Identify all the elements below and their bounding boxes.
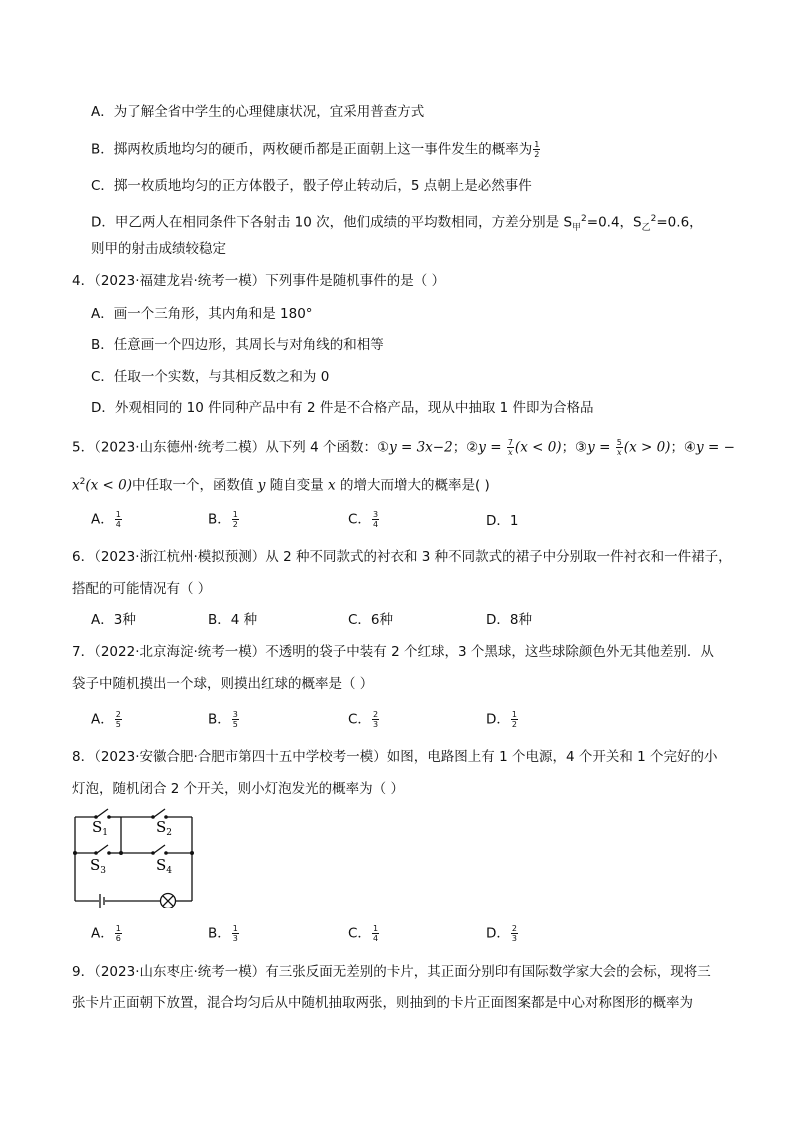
q7-option-d: D． $\frac{1}{2}$ [486,710,517,729]
q6-stem: 6．（2023·浙江杭州·模拟预测）从 2 种不同款式的衬衣和 3 种不同款式的裙子中分别取一件衬衣和一件裙子， [72,549,732,565]
q8-option-a: A． $\frac{1}{6}$ [91,924,121,943]
q3-option-d-cont: 则甲的射击成绩较稳定 [91,241,226,257]
q6-stem-cont: 搭配的可能情况有（ ） [72,581,212,597]
switch-label-s3: $S_3$ [90,856,107,876]
q9-stem: 9．（2023·山东枣庄·统考一模）有三张反面无差别的卡片，其正面分别印有国际数学家大会的会标，现将三 [72,964,711,980]
q5-stem: 5．（2023·山东德州·统考二模）从下列 4 个函数：①y = 3x−2；②y = $\frac{7}{x}$ (x < 0)；③y = $\frac{5}{x}$ (x > 0)；④y = − [72,438,735,457]
q5-stem-cont: $x^2(x < 0)$中任取一个，函数值 y 随自变量 x 的增大而增大的概率是( ) [72,477,490,494]
q4-option-a: A．画一个三角形，其内角和是 180° [91,306,313,322]
q6-option-b: B．4 种 [208,612,258,628]
q7-stem-cont: 袋子中随机摸出一个球，则摸出红球的概率是（ ） [72,676,374,692]
switch-label-s4: $S_4$ [156,856,173,876]
q3-option-c: C．掷一枚质地均匀的正方体骰子，骰子停止转动后，5 点朝上是必然事件 [91,178,532,194]
bulb-icon [161,894,176,909]
q3-option-b: B．掷两枚质地均匀的硬币，两枚硬币都是正面朝上这一事件发生的概率为 $\frac{1}{2}$ [91,140,540,159]
q8-stem-cont: 灯泡，随机闭合 2 个开关，则小灯泡发光的概率为（ ） [72,781,404,797]
q6-option-d: D．8种 [486,612,532,628]
circuit-diagram [70,806,200,908]
q4-option-b: B．任意画一个四边形，其周长与对角线的和相等 [91,337,384,353]
q7-stem: 7．（2022·北京海淀·统考一模）不透明的袋子中装有 2 个红球，3 个黑球，这些球除颜色外无其他差别．从 [72,644,714,660]
q8-option-c: C． $\frac{1}{4}$ [348,924,379,943]
q6-option-a: A．3种 [91,612,136,628]
q7-option-c: C． $\frac{2}{3}$ [348,710,379,729]
q8-option-d: D． $\frac{2}{3}$ [486,924,517,943]
q7-option-a: A． $\frac{2}{5}$ [91,710,121,729]
fraction: $\frac{1}{2}$ [534,140,540,159]
q5-option-d: D．1 [486,513,519,529]
q4-option-c: C．任取一个实数，与其相反数之和为 0 [91,369,330,385]
q8-option-b: B． $\frac{1}{3}$ [208,924,238,943]
q5-option-a: A． $\frac{1}{4}$ [91,510,121,529]
q4-option-d: D．外观相同的 10 件同种产品中有 2 件是不合格产品，现从中抽取 1 件即为合格品 [91,400,594,416]
q3-option-a: A．为了解全省中学生的心理健康状况，宜采用普查方式 [91,104,425,120]
switch-label-s2: $S_2$ [156,818,173,838]
q5-option-b: B． $\frac{1}{2}$ [208,510,238,529]
q3-option-d: D．甲乙两人在相同条件下各射击 10 次，他们成绩的平均数相同，方差分别是 $S_甲^2=0.4$，$S_乙^2=0.6$， [91,214,703,234]
q6-option-c: C．6种 [348,612,394,628]
switch-label-s1: $S_1$ [92,818,109,838]
q8-stem: 8．（2023·安徽合肥·合肥市第四十五中学校考一模）如图，电路图上有 1 个电源，4 个开关和 1 个完好的小 [72,749,718,765]
q9-stem-cont: 张卡片正面朝下放置，混合均匀后从中随机抽取两张，则抽到的卡片正面图案都是中心对称图形的概率为 [72,995,693,1011]
q5-option-c: C． $\frac{3}{4}$ [348,510,379,529]
battery-icon [100,894,104,908]
q4-stem: 4．（2023·福建龙岩·统考一模）下列事件是随机事件的是（ ） [72,273,446,289]
q7-option-b: B． $\frac{3}{5}$ [208,710,238,729]
